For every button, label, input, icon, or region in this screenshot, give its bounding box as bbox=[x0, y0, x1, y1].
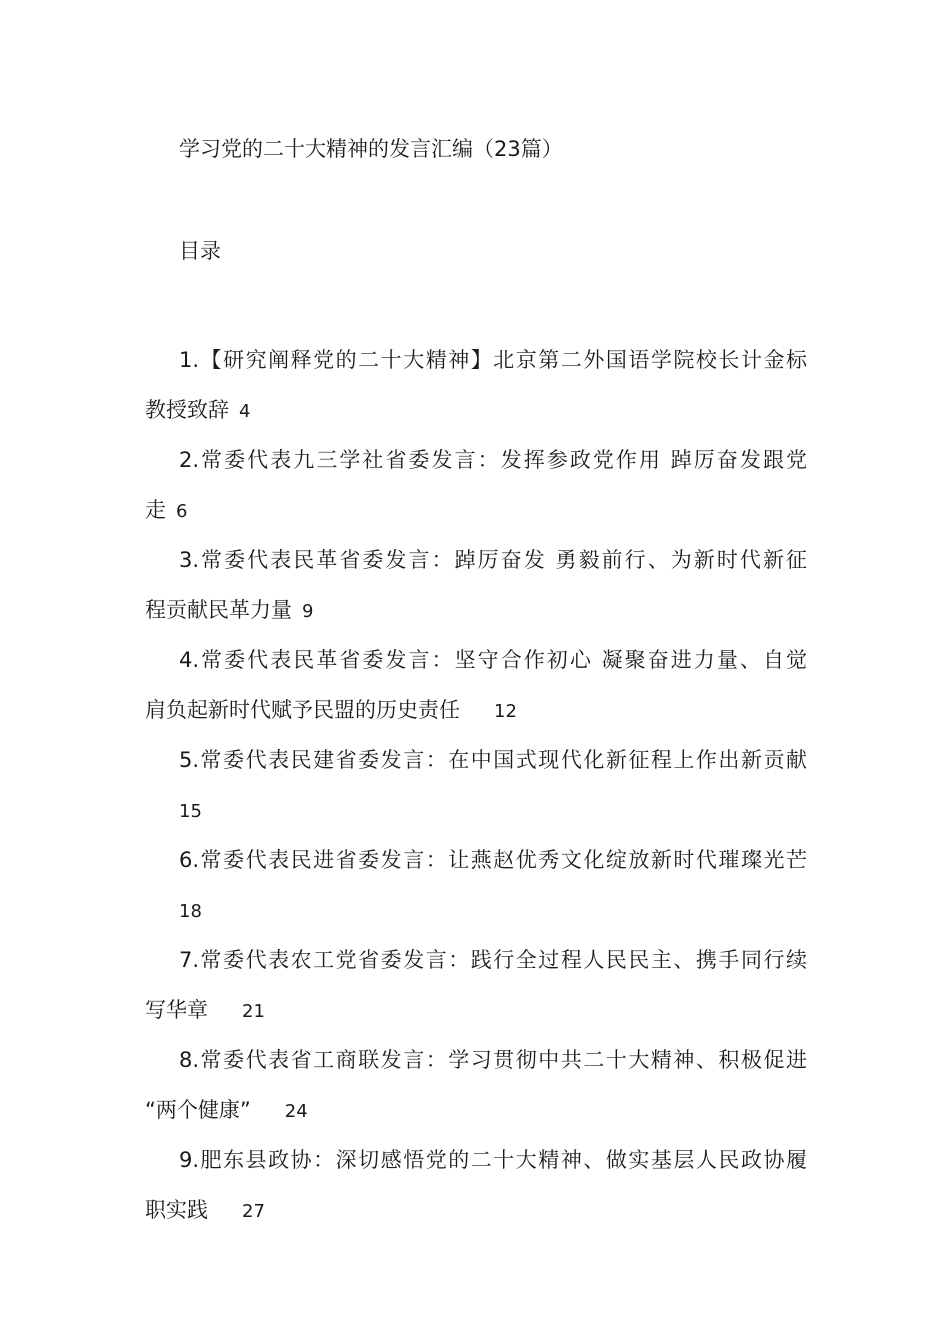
toc-entry[interactable] bbox=[145, 1135, 807, 1235]
toc-page-number: 27 bbox=[242, 1201, 265, 1222]
toc-entry-title-continued bbox=[145, 985, 807, 1035]
toc-entry-title: 2.常委代表九三学社省委发言：发挥参政党作用 踔厉奋发跟党 bbox=[179, 448, 807, 472]
toc-heading: 目录 bbox=[179, 239, 221, 263]
toc-entry-title-continued bbox=[145, 785, 807, 835]
toc-entry-title: 4.常委代表民革省委发言：坚守合作初心 凝聚奋进力量、自觉 bbox=[179, 648, 807, 672]
toc-entry-title-tail: 职实践 bbox=[145, 1198, 208, 1222]
toc-entry-title: 5.常委代表民建省委发言：在中国式现代化新征程上作出新贡献 bbox=[179, 748, 807, 772]
toc-entry-title-continued bbox=[145, 485, 807, 535]
toc-entry-title: 9.肥东县政协：深切感悟党的二十大精神、做实基层人民政协履 bbox=[179, 1148, 807, 1172]
toc-entry-title-continued bbox=[145, 385, 807, 435]
toc-page-number: 12 bbox=[494, 701, 517, 722]
toc-page-number: 18 bbox=[179, 901, 202, 922]
toc-entry-title: 1.【研究阐释党的二十大精神】北京第二外国语学院校长计金标 bbox=[179, 348, 807, 372]
toc-entry-title-continued bbox=[145, 885, 807, 935]
toc-entry[interactable] bbox=[145, 635, 807, 735]
toc-page-number: 21 bbox=[242, 1001, 265, 1022]
toc-page-number: 9 bbox=[302, 601, 314, 622]
toc-entry[interactable] bbox=[145, 1035, 807, 1135]
toc-entry-title-tail: 走 bbox=[145, 498, 166, 522]
toc-entry-title-tail: 肩负起新时代赋予民盟的历史责任 bbox=[145, 698, 460, 722]
toc-entry[interactable] bbox=[145, 835, 807, 935]
toc-page-number: 15 bbox=[179, 801, 202, 822]
toc-entry[interactable] bbox=[145, 435, 807, 535]
toc-entry-title-continued bbox=[145, 685, 807, 735]
toc-entry-title-continued bbox=[145, 1185, 807, 1235]
toc-entry-title-tail: 教授致辞 bbox=[145, 398, 229, 422]
toc-entry[interactable] bbox=[145, 535, 807, 635]
toc-entry[interactable] bbox=[145, 335, 807, 435]
toc-entry-title: 7.常委代表农工党省委发言：践行全过程人民民主、携手同行续 bbox=[179, 948, 807, 972]
toc-entry-title: 6.常委代表民进省委发言：让燕赵优秀文化绽放新时代璀璨光芒 bbox=[179, 848, 807, 872]
toc-entry-title: 3.常委代表民革省委发言：踔厉奋发 勇毅前行、为新时代新征 bbox=[179, 548, 807, 572]
toc-entry-title-tail: “两个健康” bbox=[145, 1098, 251, 1122]
document-title: 学习党的二十大精神的发言汇编（23篇） bbox=[179, 137, 563, 161]
toc-page-number: 24 bbox=[284, 1101, 308, 1122]
table-of-contents bbox=[145, 335, 807, 1235]
toc-page-number: 4 bbox=[239, 401, 251, 422]
toc-page-number: 6 bbox=[176, 501, 188, 522]
toc-entry-title: 8.常委代表省工商联发言：学习贯彻中共二十大精神、积极促进 bbox=[179, 1048, 807, 1072]
toc-entry-title-tail: 程贡献民革力量 bbox=[145, 598, 292, 622]
toc-entry[interactable] bbox=[145, 935, 807, 1035]
toc-entry[interactable] bbox=[145, 735, 807, 835]
toc-entry-title-continued bbox=[145, 1085, 807, 1135]
toc-entry-title-continued bbox=[145, 585, 807, 635]
toc-entry-title-tail: 写华章 bbox=[145, 998, 208, 1022]
